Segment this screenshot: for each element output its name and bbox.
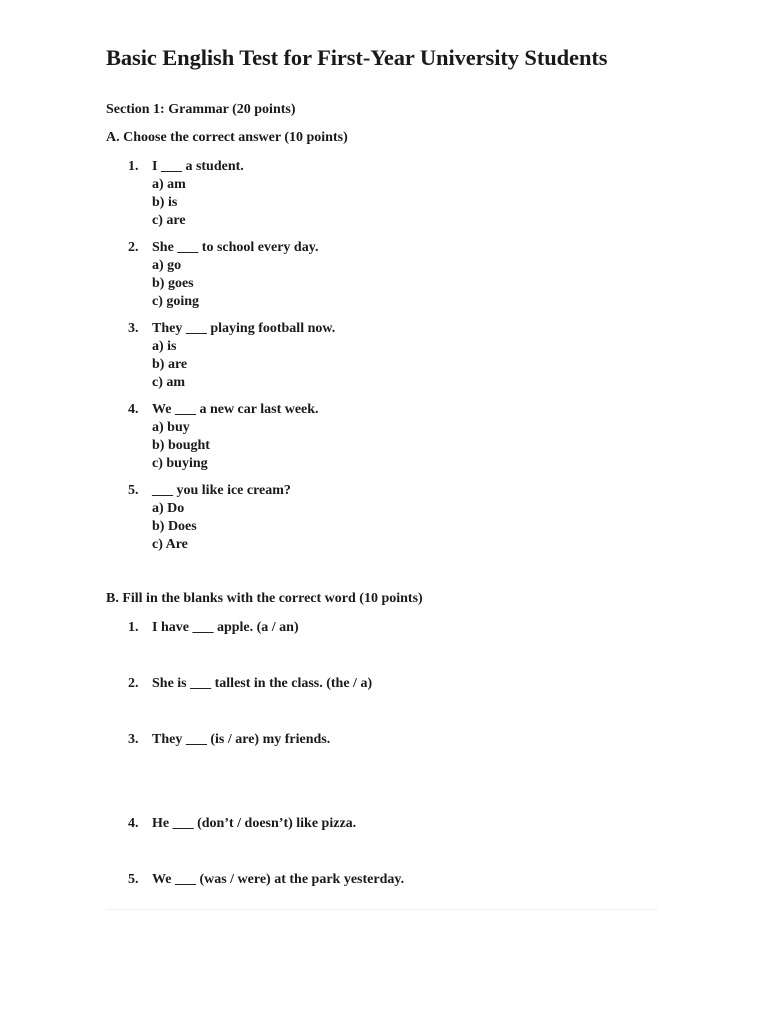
question-text: We ___ a new car last week. (152, 402, 319, 417)
answer-option: a) buy (152, 420, 190, 435)
question-text: ___ you like ice cream? (152, 483, 291, 498)
answer-option: c) Are (152, 537, 188, 552)
part-a-question-4 (106, 401, 646, 473)
question-number: 1. (128, 620, 139, 635)
answer-option: a) go (152, 258, 182, 273)
part-a-question-3 (106, 320, 646, 392)
question-number: 5. (128, 872, 139, 887)
answer-option: b) goes (152, 276, 194, 291)
answer-option: a) am (152, 177, 186, 192)
part-b-question-5 (106, 871, 404, 889)
part-b-question-4 (106, 815, 356, 833)
answer-option: c) am (152, 375, 186, 390)
part-b-question-3 (106, 731, 330, 749)
part-a-heading: A. Choose the correct answer (10 points) (106, 130, 348, 145)
part-b-heading: B. Fill in the blanks with the correct word (10 points) (106, 591, 423, 606)
question-text: They ___ playing football now. (152, 321, 336, 336)
question-number: 1. (128, 159, 139, 174)
question-text: We ___ (was / were) at the park yesterday. (152, 872, 405, 887)
part-a-question-2 (106, 239, 646, 311)
answer-option: b) is (152, 195, 178, 210)
answer-option: a) Do (152, 501, 185, 516)
question-text: She ___ to school every day. (152, 240, 319, 255)
question-text: I ___ a student. (152, 159, 244, 174)
question-number: 3. (128, 321, 139, 336)
part-a-question-5 (106, 482, 646, 554)
page-divider (106, 909, 658, 910)
part-b-question-2 (106, 675, 372, 693)
question-number: 4. (128, 402, 139, 417)
part-b-question-1 (106, 619, 299, 637)
question-text: She is ___ tallest in the class. (the / a) (152, 676, 373, 691)
part-a-question-1 (106, 158, 646, 230)
question-text: They ___ (is / are) my friends. (152, 732, 331, 747)
question-number: 2. (128, 676, 139, 691)
answer-option: b) bought (152, 438, 210, 453)
section-1-heading: Section 1: Grammar (20 points) (106, 102, 296, 117)
answer-option: a) is (152, 339, 177, 354)
document-title: Basic English Test for First-Year University Students (106, 45, 608, 70)
question-number: 4. (128, 816, 139, 831)
question-number: 3. (128, 732, 139, 747)
answer-option: c) buying (152, 456, 208, 471)
question-number: 5. (128, 483, 139, 498)
question-text: I have ___ apple. (a / an) (152, 620, 299, 635)
part-a-question-list (106, 158, 646, 563)
question-text: He ___ (don’t / doesn’t) like pizza. (152, 816, 357, 831)
answer-option: b) Does (152, 519, 197, 534)
answer-option: c) are (152, 213, 186, 228)
answer-option: b) are (152, 357, 188, 372)
answer-option: c) going (152, 294, 200, 309)
question-number: 2. (128, 240, 139, 255)
